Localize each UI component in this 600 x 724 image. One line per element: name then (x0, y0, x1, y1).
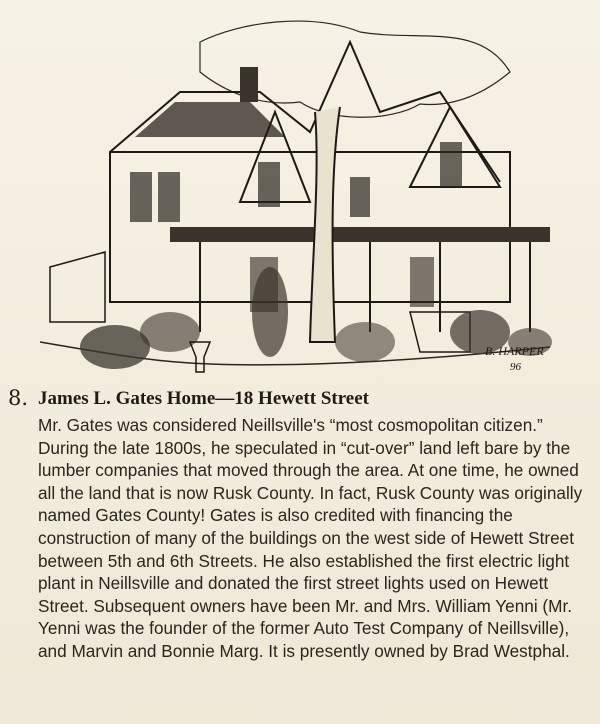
entry-heading: James L. Gates Home—18 Hewett Street (38, 388, 369, 409)
window (350, 177, 370, 217)
window (158, 172, 180, 222)
shrub (252, 267, 288, 357)
artist-signature: B. HARPER (485, 344, 544, 358)
window (410, 257, 434, 307)
shrub (80, 325, 150, 369)
roof-shading (135, 102, 285, 137)
entry-number: 8. (8, 386, 29, 410)
window (258, 162, 280, 207)
tree-trunk (310, 107, 340, 342)
window (130, 172, 152, 222)
porch-roof (170, 227, 550, 242)
birdbath (190, 342, 210, 372)
shrub (335, 322, 395, 362)
entry-body: Mr. Gates was considered Neillsville's “most cosmopolitan citizen.” During the late 1800s, he speculated in “cut-over” land left bare by the lumber companies that moved through the area. At one time, he owned all the land that is now Rusk County. In fact, Rusk County was originally named Gates County! Gates is also credited with financing the construction of many of the buildings on the west side of Hewett Street between 5th and 6th Streets. He also established the first electric light plant in Neillsville and donated the first street lights used on Hewett Street. Subsequent owners have been Mr. and Mrs. William Yenni (Mr. Yenni was the founder of the former Auto Test Company of Neillsville), and Marvin and Bonnie Marg. It is presently owned by Brad Westphal. (38, 415, 583, 661)
window (440, 142, 462, 187)
artist-signature-year: 96 (510, 361, 521, 373)
house-illustration (30, 12, 570, 380)
side-porch (50, 252, 105, 322)
chimney (240, 67, 258, 102)
